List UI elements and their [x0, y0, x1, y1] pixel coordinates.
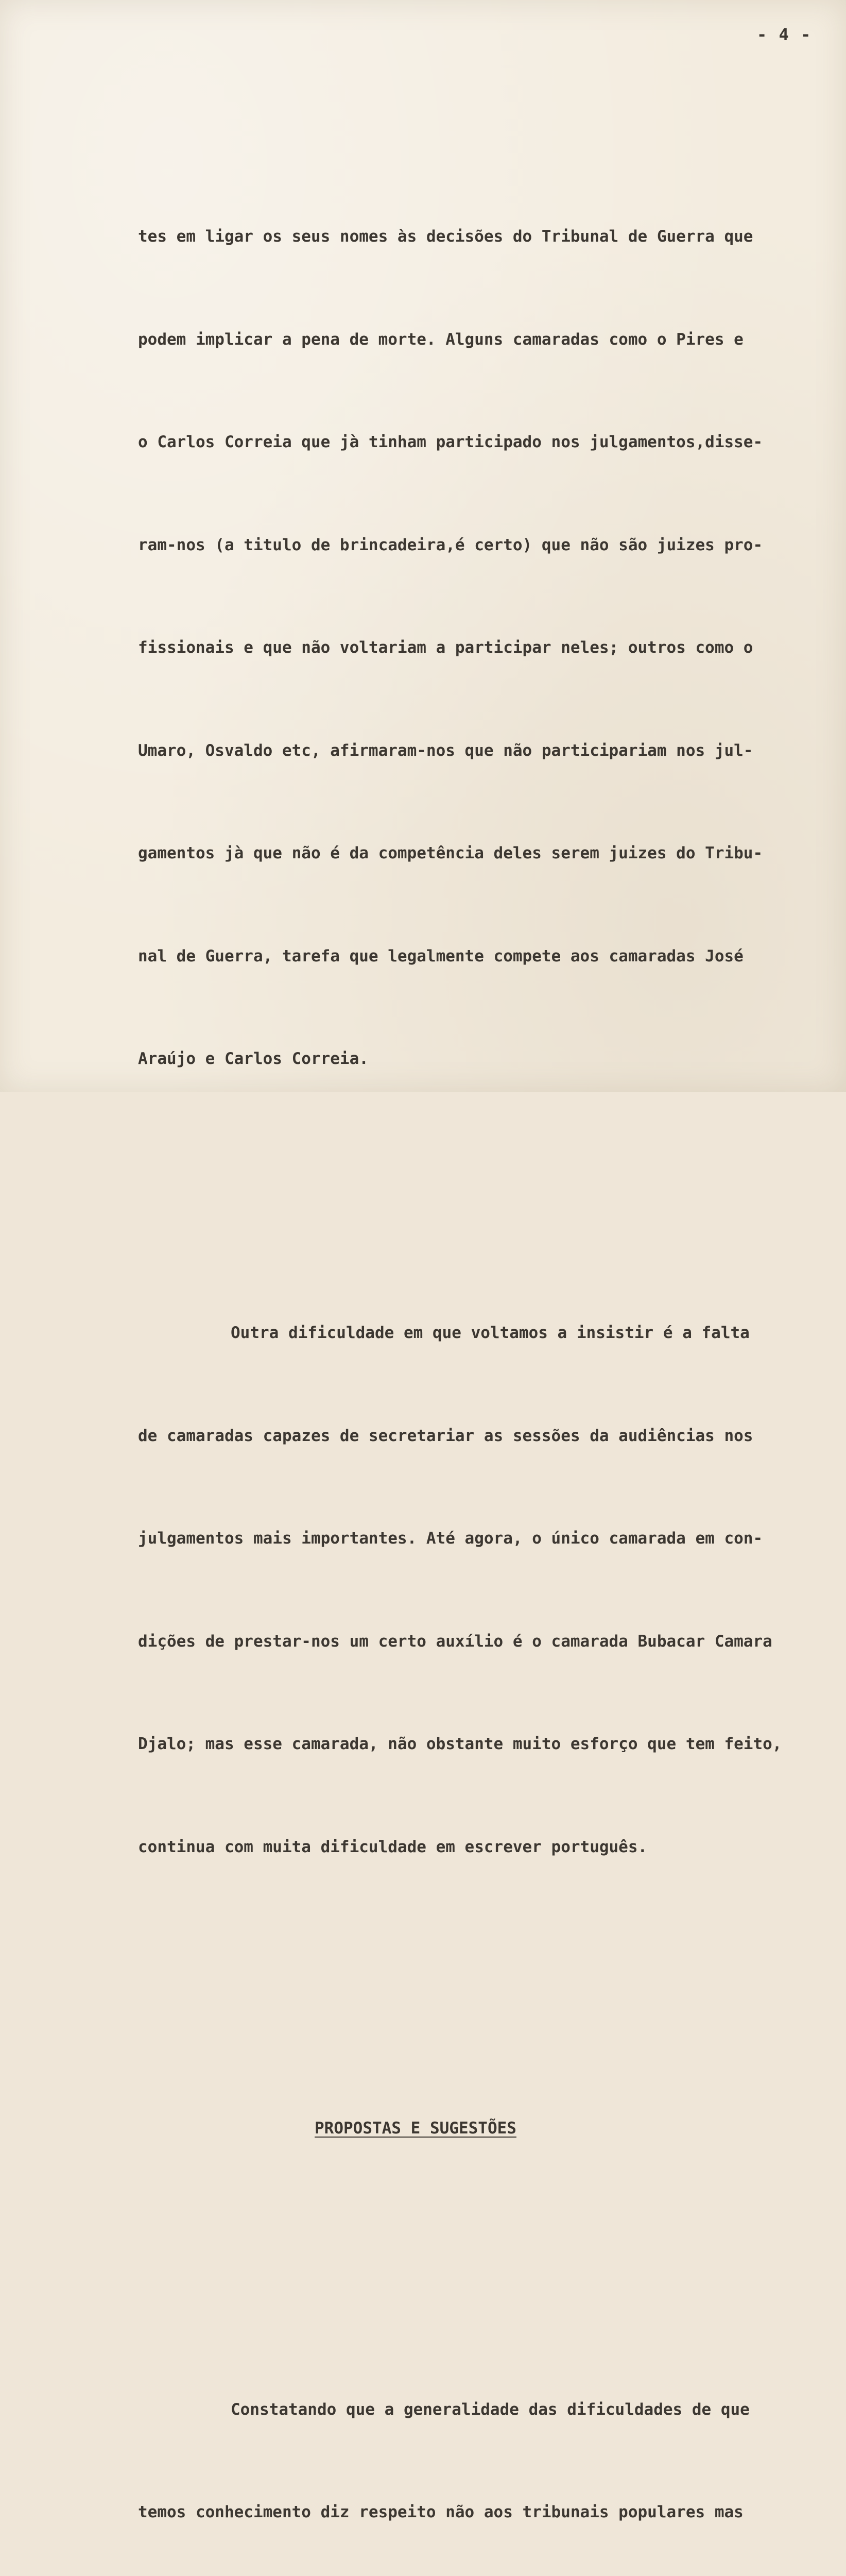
- text-line: Djalo; mas esse camarada, não obstante muito esforço que tem feito,: [138, 1727, 833, 1761]
- text-line: Constatando que a generalidade das dificuldades de que: [138, 2393, 833, 2427]
- text-line: continua com muita dificuldade em escrever português.: [138, 1830, 833, 1865]
- document-page: [0, 0, 846, 1092]
- paragraph-1: [138, 151, 833, 1145]
- text-line: Araújo e Carlos Correia.: [138, 1042, 833, 1076]
- text-line: nal de Guerra, tarefa que legalmente compete aos camaradas José: [138, 939, 833, 974]
- text-line: julgamentos mais importantes. Até agora, o único camarada em con-: [138, 1521, 833, 1556]
- text-line: ram-nos (a titulo de brincadeira,é certo) que não são juizes pro-: [138, 528, 833, 563]
- text-line: temos conhecimento diz respeito não aos tribunais populares mas: [138, 2495, 833, 2530]
- page-number: - 4 -: [757, 25, 812, 44]
- text-line: fissionais e que não voltariam a participar neles; outros como o: [138, 631, 833, 665]
- paragraph-2: [138, 1247, 833, 1933]
- spacer: [138, 2214, 833, 2221]
- text-line: gamentos jà que não é da competência deles serem juizes do Tribu-: [138, 836, 833, 871]
- spacer: [138, 2036, 833, 2043]
- text-line: dições de prestar-nos um certo auxílio é o camarada Bubacar Camara: [138, 1624, 833, 1659]
- body-text: [138, 82, 833, 2576]
- text-line: podem implicar a pena de morte. Alguns camaradas como o Pires e: [138, 323, 833, 357]
- text-line: tes em ligar os seus nomes às decisões do Tribunal de Guerra que: [138, 219, 833, 254]
- text-line: Umaro, Osvaldo etc, afirmaram-nos que não participariam nos jul-: [138, 734, 833, 768]
- section-heading: PROPOSTAS E SUGESTÕES: [138, 2111, 833, 2146]
- text-line: o Carlos Correia que jà tinham participado nos julgamentos,disse-: [138, 425, 833, 460]
- paragraph-3: [138, 2324, 833, 2576]
- text-line: Outra dificuldade em que voltamos a insistir é a falta: [138, 1316, 833, 1350]
- text-line: de camaradas capazes de secretariar as sessões da audiências nos: [138, 1419, 833, 1453]
